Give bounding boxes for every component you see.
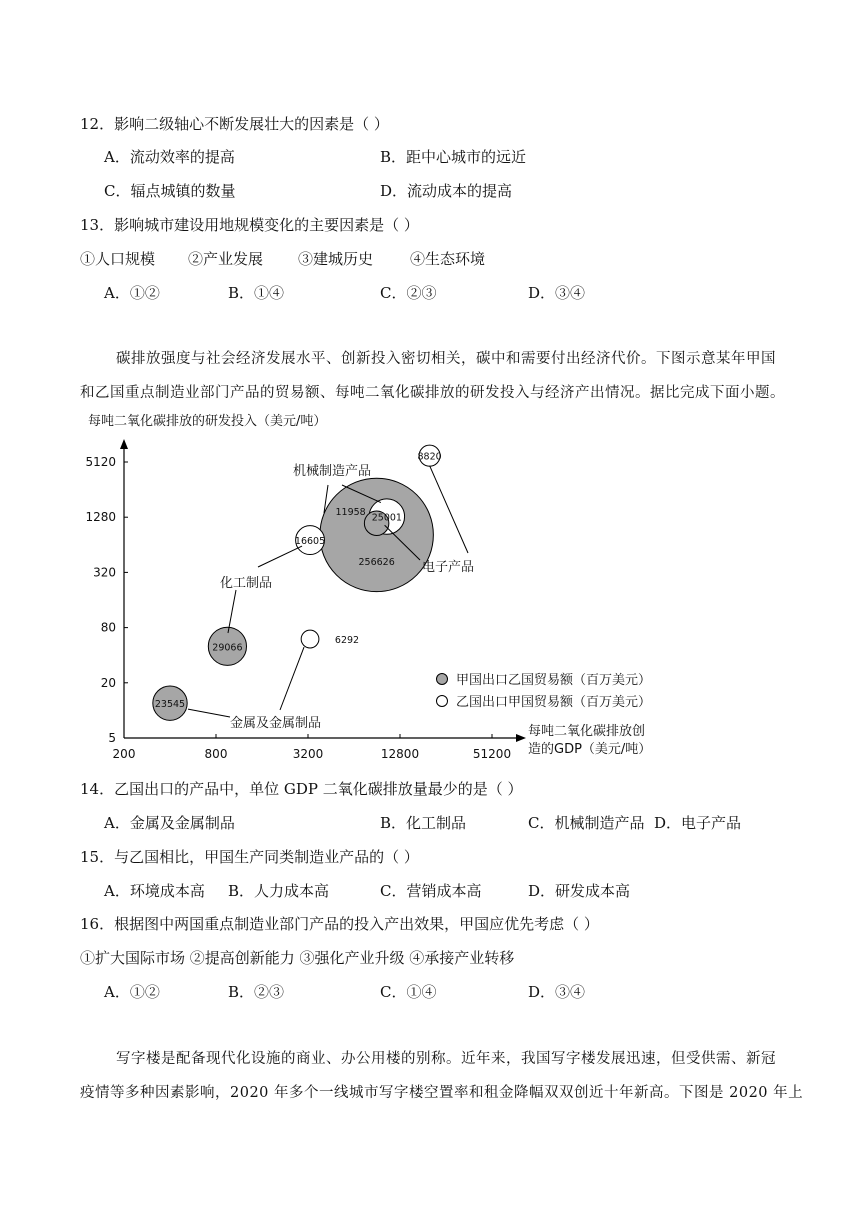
q13-stem: 13．影响城市建设用地规模变化的主要因素是（ ）: [80, 216, 419, 234]
q14-option-b: B．化工制品: [380, 814, 467, 832]
annotation-electronics: 电子产品: [422, 560, 475, 575]
leader-line: [280, 647, 304, 710]
y-tick-label: 5120: [85, 455, 116, 469]
q14-option-d: D．电子产品: [654, 814, 742, 832]
legend-swatch-jia: [437, 674, 448, 685]
annotation-chemical: 化工制品: [220, 576, 273, 591]
q12-stem: 12．影响二级轴心不断发展壮大的因素是（ ）: [80, 115, 389, 133]
bubble-value-label: 11958: [335, 507, 366, 519]
x-tick-label: 800: [204, 747, 228, 761]
leader-line: [228, 590, 236, 633]
x-tick-label: 3200: [292, 747, 324, 761]
q16-option-c: C．①④: [380, 983, 437, 1001]
y-tick-label: 80: [100, 620, 116, 635]
q16-option-b: B．②③: [228, 983, 285, 1001]
leader-line: [430, 466, 468, 553]
q13-option-b: B．①④: [228, 284, 285, 302]
q16-option-a: A．①②: [104, 983, 160, 1001]
q14-option-a: A．金属及金属制品: [104, 814, 235, 832]
q13-item-2: ②产业发展: [188, 250, 264, 268]
q16-option-d: D．③④: [528, 983, 586, 1001]
legend-label-jia: 甲国出口乙国贸易额（百万美元）: [456, 673, 652, 688]
leader-line: [188, 709, 230, 717]
q13-option-d: D．③④: [528, 284, 586, 302]
q15-option-c: C．营销成本高: [380, 882, 482, 900]
y-tick-label: 5: [108, 731, 116, 745]
x-axis-arrow: [516, 734, 526, 742]
q15-option-d: D．研发成本高: [528, 882, 631, 900]
q14-stem: 14．乙国出口的产品中，单位 GDP 二氧化碳排放量最少的是（ ）: [80, 780, 523, 798]
intro1-line1: 碳排放强度与社会经济发展水平、创新投入密切相关，碳中和需要付出经济代价。下图示意某年甲国: [116, 351, 776, 367]
q13-item-4: ④生态环境: [410, 250, 486, 268]
bubble-chart: [80, 405, 700, 770]
q14-option-c: C．机械制造产品: [528, 814, 645, 832]
legend-label-yi: 乙国出口甲国贸易额（百万美元）: [456, 695, 652, 710]
bubble-value-label: 29066: [212, 642, 243, 654]
y-tick-label: 20: [100, 675, 116, 690]
q13-option-c: C．②③: [380, 284, 437, 302]
q15-option-a: A．环境成本高: [104, 882, 205, 900]
q12-option-b: B．距中心城市的远近: [380, 148, 527, 166]
q15-option-b: B．人力成本高: [228, 882, 330, 900]
bubble-value-label: 256626: [358, 556, 395, 568]
q13-item-1: ①人口规模: [80, 250, 156, 268]
y-axis-label: 每吨二氧化碳排放的研发投入（美元/吨）: [88, 414, 327, 429]
y-tick-label: 1280: [85, 510, 116, 525]
x-tick-label: 200: [112, 747, 136, 761]
q13-item-3: ③建城历史: [298, 250, 374, 268]
annotation-metal: 金属及金属制品: [230, 716, 322, 731]
y-tick-label: 320: [93, 565, 116, 580]
bubble-value-label: 23545: [154, 699, 186, 711]
export-bubble-yi: [301, 630, 319, 648]
q12-option-c: C．辐点城镇的数量: [104, 182, 236, 200]
q13-option-a: A．①②: [104, 284, 160, 302]
bubble-value-label: 6292: [334, 635, 360, 647]
intro2-line1: 写字楼是配备现代化设施的商业、办公用楼的别称。近年来，我国写字楼发展迅速，但受供需、新冠: [116, 1051, 776, 1067]
legend-swatch-yi: [437, 696, 448, 707]
q12-option-d: D．流动成本的提高: [380, 182, 513, 200]
q16-stem: 16．根据图中两国重点制造业部门产品的投入产出效果，甲国应优先考虑（ ）: [80, 915, 599, 933]
bubble-value-label: 8820: [417, 451, 442, 463]
q12-option-a: A．流动效率的提高: [104, 148, 235, 166]
bubble-value-label: 25001: [371, 512, 402, 524]
q16-items: ①扩大国际市场 ②提高创新能力 ③强化产业升级 ④承接产业转移: [80, 949, 515, 967]
y-axis-arrow: [120, 439, 128, 449]
leader-line: [258, 546, 302, 567]
annotation-machinery: 机械制造产品: [293, 464, 372, 479]
bubble-value-label: 16605: [294, 536, 326, 548]
q15-stem: 15．与乙国相比，甲国生产同类制造业产品的（ ）: [80, 848, 419, 866]
x-tick-label: 51200: [472, 747, 512, 761]
x-axis-label-line1: 每吨二氧化碳排放创: [528, 724, 646, 739]
intro1-line2: 和乙国重点制造业部门产品的贸易额、每吨二氧化碳排放的研发投入与经济产出情况。据比完成下面小题。: [80, 385, 785, 401]
x-axis-label-line2: 造的GDP（美元/吨）: [528, 742, 652, 757]
x-tick-label: 12800: [380, 747, 420, 761]
intro2-line2: 疫情等多种因素影响，2020 年多个一线城市写字楼空置率和租金降幅双双创近十年新高。下图是 2020 年上: [80, 1085, 804, 1101]
